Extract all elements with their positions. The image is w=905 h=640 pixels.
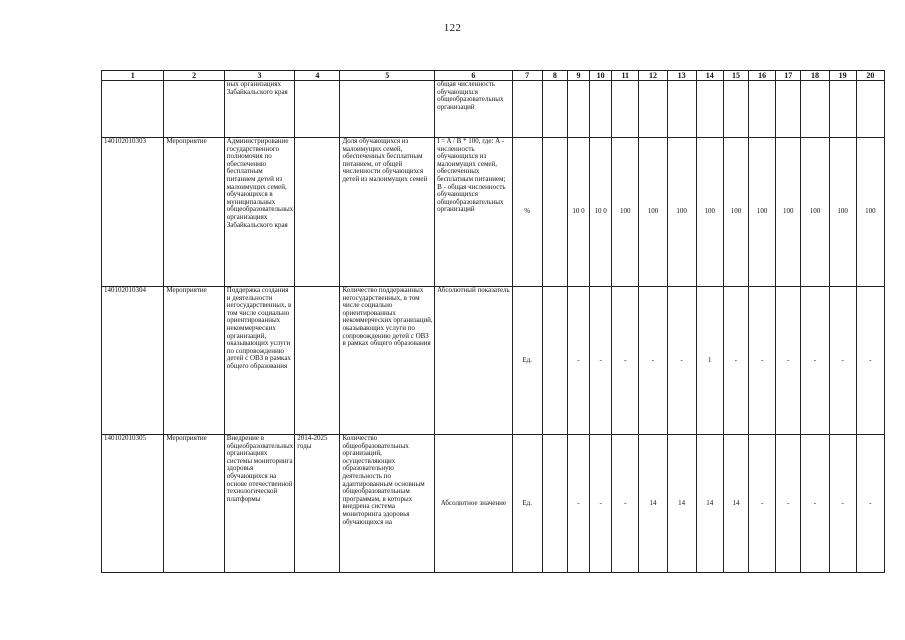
- row-value: 14: [639, 435, 667, 573]
- row-formula: общая численность обучающихся общеобразовательных организаций: [435, 81, 512, 138]
- row-value: -: [590, 287, 612, 435]
- table-row: [102, 138, 885, 287]
- row-value: [542, 138, 567, 287]
- column-header: 16: [749, 71, 776, 81]
- row-value: -: [612, 435, 639, 573]
- column-header: 15: [723, 71, 748, 81]
- column-header: 12: [639, 71, 667, 81]
- indicators-table: [101, 70, 885, 573]
- row-indicator: Количество общеобразовательных организаций, осуществляющих образовательную деятельность по адаптированным основным общеобразовательным программам, в которых внедрена система мониторинга здоровья обучающихся на: [340, 435, 435, 573]
- row-value: 100: [801, 138, 829, 287]
- column-header: 1: [102, 71, 164, 81]
- row-value: -: [776, 435, 801, 573]
- row-value: 100: [749, 138, 776, 287]
- table-row-continuation: [102, 81, 885, 138]
- row-value: 100: [696, 138, 723, 287]
- table-row: [102, 435, 885, 573]
- row-value: 100: [612, 138, 639, 287]
- row-value: -: [567, 435, 589, 573]
- row-value: -: [829, 435, 856, 573]
- row-period: [295, 138, 340, 287]
- column-header: 13: [667, 71, 696, 81]
- row-value: -: [723, 287, 748, 435]
- row-period: 2014-2025 годы: [295, 435, 340, 573]
- row-value: 100: [723, 138, 748, 287]
- row-value: -: [639, 287, 667, 435]
- row-value: [542, 435, 567, 573]
- column-header: 19: [829, 71, 856, 81]
- column-header: 17: [776, 71, 801, 81]
- row-value: -: [856, 435, 884, 573]
- row-value: 100: [776, 138, 801, 287]
- column-header: 5: [340, 71, 435, 81]
- column-header: 18: [801, 71, 829, 81]
- row-formula: Абсолютное значение: [435, 435, 512, 573]
- row-value: -: [829, 287, 856, 435]
- column-header: 2: [164, 71, 224, 81]
- row-code: 140102010305: [102, 435, 164, 573]
- row-unit: Ед.: [512, 435, 542, 573]
- column-header: 7: [512, 71, 542, 81]
- row-formula: I = A / B * 100, где: A - численность обучающихся из малоимущих семей, обеспеченных бесплатным питанием; B - общая численность обучающихся общеобразовательных организаций: [435, 138, 512, 287]
- row-formula: Абсолютный показатель: [435, 287, 512, 435]
- page-number: 122: [443, 22, 462, 34]
- row-name: Внедрение в общеобразовательных организациях системы мониторинга здоровья обучающихся на основе отечественной технологической платформы: [224, 435, 294, 573]
- row-unit: %: [512, 138, 542, 287]
- row-name: ных организациях Забайкальского края: [224, 81, 294, 138]
- row-period: [295, 287, 340, 435]
- row-indicator: Количество поддержанных негосударственных, в том числе социально ориентированных некоммерческих организаций, оказывающих услуги по сопровождению детей с ОВЗ в рамках общего образования: [340, 287, 435, 435]
- column-header: 14: [696, 71, 723, 81]
- row-value: 14: [723, 435, 748, 573]
- row-indicator: Доля обучающихся из малоимущих семей, обеспеченных бесплатным питанием, от общей численности обучающихся детей из малоимущих семей: [340, 138, 435, 287]
- row-value: -: [801, 435, 829, 573]
- column-header: 11: [612, 71, 639, 81]
- row-value: -: [856, 287, 884, 435]
- row-value: -: [749, 435, 776, 573]
- row-value: 14: [696, 435, 723, 573]
- row-type: Мероприятие: [164, 287, 224, 435]
- row-type: Мероприятие: [164, 138, 224, 287]
- column-header: 20: [856, 71, 884, 81]
- column-header: 6: [435, 71, 512, 81]
- row-value: 100: [829, 138, 856, 287]
- row-type: Мероприятие: [164, 435, 224, 573]
- column-header: 9: [567, 71, 589, 81]
- column-header: 10: [590, 71, 612, 81]
- row-value: -: [612, 287, 639, 435]
- row-value: 14: [667, 435, 696, 573]
- row-value: 1: [696, 287, 723, 435]
- row-value: 100: [639, 138, 667, 287]
- row-value: -: [749, 287, 776, 435]
- row-value: -: [667, 287, 696, 435]
- row-value: -: [567, 287, 589, 435]
- row-value: -: [590, 435, 612, 573]
- row-code: 140102010304: [102, 287, 164, 435]
- row-value: 10 0: [590, 138, 612, 287]
- row-unit: Ед.: [512, 287, 542, 435]
- table-row: [102, 287, 885, 435]
- row-value: 100: [856, 138, 884, 287]
- row-value: [542, 287, 567, 435]
- row-value: 10 0: [567, 138, 589, 287]
- column-header: 4: [295, 71, 340, 81]
- row-value: -: [801, 287, 829, 435]
- row-name: Администрирование государственного полномочия по обеспечению бесплатным питанием детей из малоимущих семей, обучающихся в муниципальных общеобразовательных организациях Забайкальского края: [224, 138, 294, 287]
- row-value: 100: [667, 138, 696, 287]
- column-header: 3: [224, 71, 294, 81]
- row-value: -: [776, 287, 801, 435]
- row-code: 140102010303: [102, 138, 164, 287]
- row-name: Поддержка создания и деятельности негосударственных, в том числе социально ориентированных некоммерческих организаций, оказывающих услуги по сопровождению детей с ОВЗ в рамках общего образования: [224, 287, 294, 435]
- column-header: 8: [542, 71, 567, 81]
- header-row: [102, 71, 885, 81]
